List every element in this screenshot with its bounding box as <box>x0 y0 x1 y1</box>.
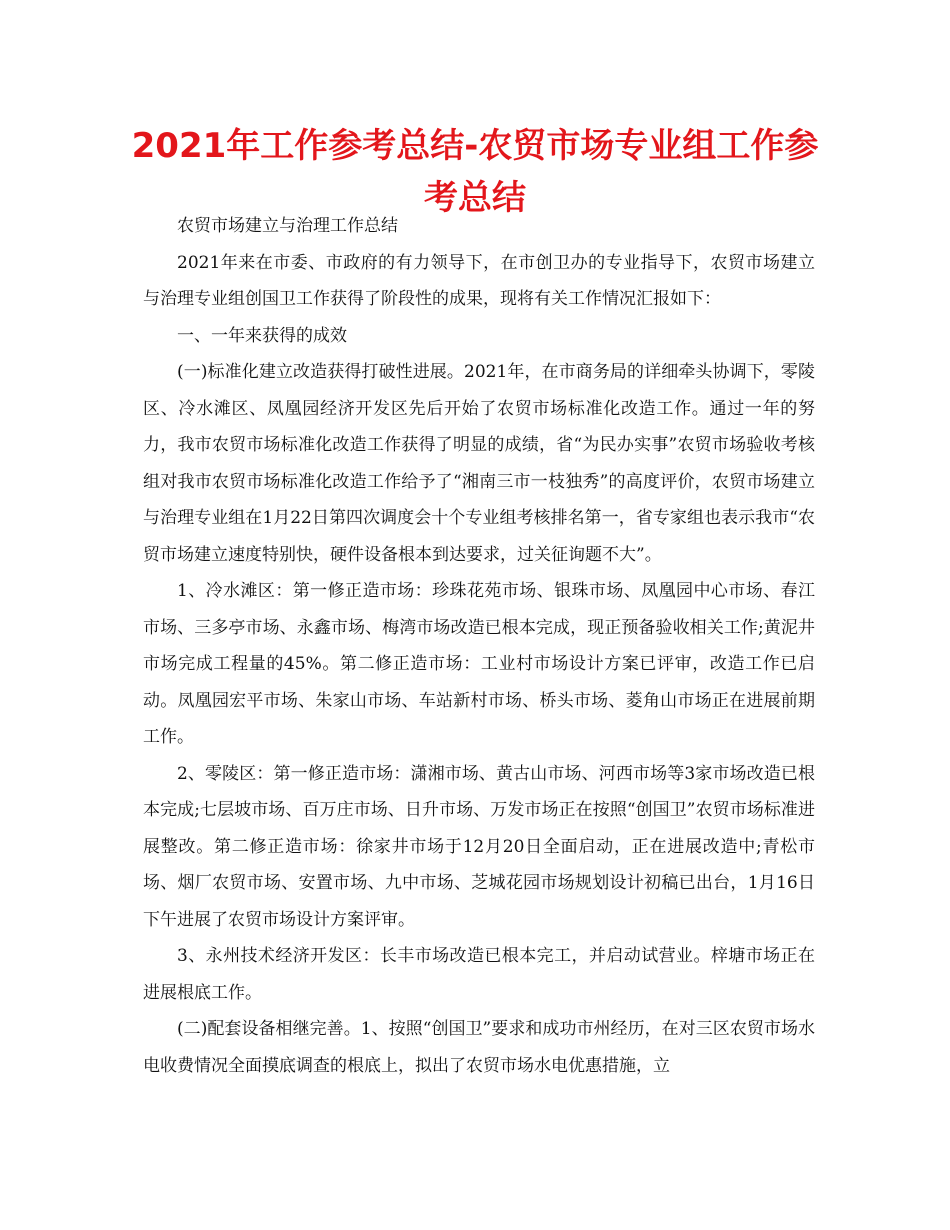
document-body <box>143 208 815 1084</box>
paragraph-lengshuitan: 1、冷水滩区：第一修正造市场：珍珠花苑市场、银珠市场、凤凰园中心市场、春江市场、三多亭市场、永鑫市场、梅湾市场改造已根本完成，现正预备验收相关工作;黄泥井市场完成工程量的45%。第二修正造市场：工业村市场设计方案已评审，改造工作已启动。凤凰园宏平市场、朱家山市场、车站新村市场、桥头市场、菱角山市场正在进展前期工作。 <box>143 581 815 747</box>
paragraph-yongzhou-dev-zone: 3、永州技术经济开发区：长丰市场改造已根本完工，并启动试营业。梓塘市场正在进展根底工作。 <box>143 946 815 1003</box>
document-title: 2021年工作参考总结-农贸市场专业组工作参考总结 <box>131 126 819 218</box>
paragraph-facilities: (二)配套设备相继完善。1、按照“创国卫”要求和成功市州经历，在对三区农贸市场水电收费情况全面摸底调查的根底上，拟出了农贸市场水电优惠措施，立 <box>143 1019 815 1076</box>
paragraph-lingling: 2、零陵区：第一修正造市场：潇湘市场、黄古山市场、河西市场等3家市场改造已根本完成;七层坡市场、百万庄市场、日升市场、万发市场正在按照“创国卫”农贸市场标准进展整改。第二修正造市场：徐家井市场于12月20日全面启动，正在进展改造中;青松市场、烟厂农贸市场、安置市场、九中市场、芝城花园市场规划设计初稿已出台，1月16日下午进展了农贸市场设计方案评审。 <box>143 763 815 930</box>
intro-paragraph: 2021年来在市委、市政府的有力领导下，在市创卫办的专业指导下，农贸市场建立与治理专业组创国卫工作获得了阶段性的成果，现将有关工作情况汇报如下： <box>143 252 815 309</box>
paragraph-standardization: (一)标准化建立改造获得打破性进展。2021年，在市商务局的详细牵头协调下，零陵区、冷水滩区、凤凰园经济开发区先后开始了农贸市场标准化改造工作。通过一年的努力，我市农贸市场标准化改造工作获得了明显的成绩，省“为民办实事”农贸市场验收考核组对我市农贸市场标准化改造工作给予了“湘南三市一枝独秀”的高度评价，农贸市场建立与治理专业组在1月22日第四次调度会十个专业组考核排名第一，省专家组也表示我市“农贸市场建立速度特别快，硬件设备根本到达要求，过关征询题不大”。 <box>143 362 815 565</box>
section-heading: 农贸市场建立与治理工作总结 <box>177 216 398 236</box>
subsection-heading: 一、一年来获得的成效 <box>177 325 347 346</box>
